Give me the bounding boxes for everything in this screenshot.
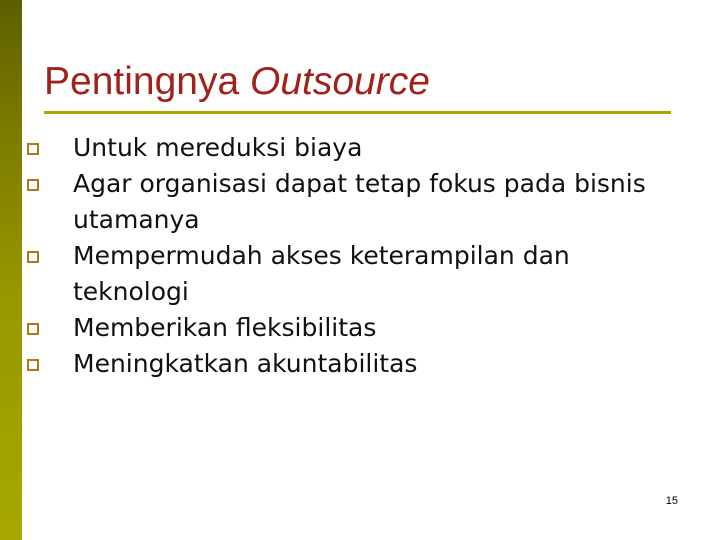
bullet-list [20, 130, 650, 382]
bullet-text: Meningkatkan akuntabilitas [73, 349, 418, 378]
bullet-item-5 [20, 346, 650, 382]
bullet-text: Untuk mereduksi biaya [73, 133, 363, 162]
title-underline-divider [44, 111, 671, 114]
bullet-item-2 [20, 166, 650, 238]
square-bullet-icon [27, 359, 39, 371]
square-bullet-icon [27, 251, 39, 263]
square-bullet-icon [27, 323, 39, 335]
slide-title-main: Pentingnya [44, 60, 250, 103]
slide-title [44, 58, 430, 106]
bullet-item-1 [20, 130, 650, 166]
square-bullet-icon [27, 179, 39, 191]
bullet-text: Memberikan fleksibilitas [73, 313, 377, 342]
square-bullet-icon [27, 143, 39, 155]
slide-page-number: 15 [665, 495, 678, 507]
bullet-item-4 [20, 310, 650, 346]
side-decoration-strip [0, 0, 22, 540]
bullet-item-3 [20, 238, 650, 310]
bullet-text: Mempermudah akses keterampilan dan teknologi [73, 241, 570, 306]
bullet-text: Agar organisasi dapat tetap fokus pada bisnis utamanya [73, 169, 646, 234]
slide-title-emphasis: Outsource [250, 60, 430, 103]
